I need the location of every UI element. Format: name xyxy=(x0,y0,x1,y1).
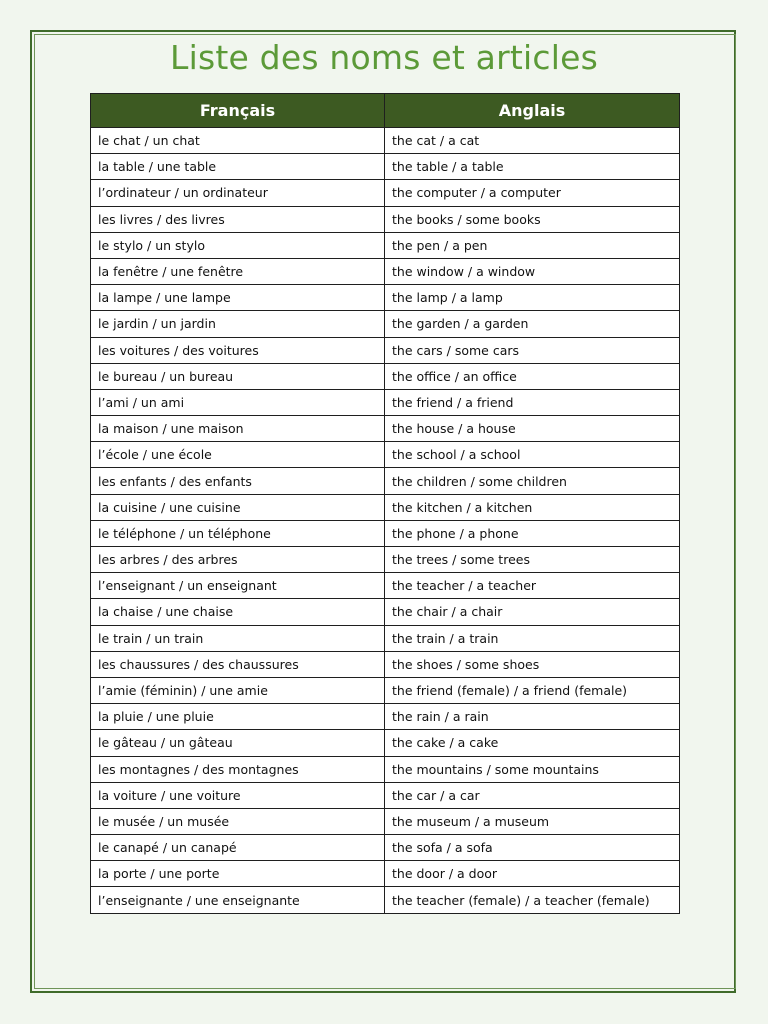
table-row xyxy=(91,861,680,887)
table-row xyxy=(91,258,680,284)
english-cell: the children / some children xyxy=(385,468,680,494)
english-cell: the cars / some cars xyxy=(385,337,680,363)
english-cell: the trees / some trees xyxy=(385,547,680,573)
english-cell: the friend / a friend xyxy=(385,389,680,415)
french-cell: les chaussures / des chaussures xyxy=(91,651,385,677)
table-row xyxy=(91,730,680,756)
table-row xyxy=(91,180,680,206)
french-cell: la fenêtre / une fenêtre xyxy=(91,258,385,284)
table-row xyxy=(91,416,680,442)
table-header-row xyxy=(91,94,680,128)
table-row xyxy=(91,468,680,494)
french-cell: le canapé / un canapé xyxy=(91,835,385,861)
column-header-french: Français xyxy=(91,94,385,128)
english-cell: the teacher / a teacher xyxy=(385,573,680,599)
table-row xyxy=(91,651,680,677)
table-row xyxy=(91,494,680,520)
french-cell: la table / une table xyxy=(91,154,385,180)
table-row xyxy=(91,547,680,573)
french-cell: la maison / une maison xyxy=(91,416,385,442)
english-cell: the books / some books xyxy=(385,206,680,232)
table-row xyxy=(91,337,680,363)
table-row xyxy=(91,154,680,180)
french-cell: l’ordinateur / un ordinateur xyxy=(91,180,385,206)
table-row xyxy=(91,782,680,808)
french-cell: la porte / une porte xyxy=(91,861,385,887)
french-cell: le jardin / un jardin xyxy=(91,311,385,337)
vocabulary-table xyxy=(90,93,680,914)
table-row xyxy=(91,808,680,834)
table-row xyxy=(91,311,680,337)
english-cell: the kitchen / a kitchen xyxy=(385,494,680,520)
table-row xyxy=(91,285,680,311)
english-cell: the table / a table xyxy=(385,154,680,180)
english-cell: the car / a car xyxy=(385,782,680,808)
french-cell: le stylo / un stylo xyxy=(91,232,385,258)
table-row xyxy=(91,128,680,154)
french-cell: le train / un train xyxy=(91,625,385,651)
table-row xyxy=(91,520,680,546)
english-cell: the door / a door xyxy=(385,861,680,887)
french-cell: l’école / une école xyxy=(91,442,385,468)
english-cell: the house / a house xyxy=(385,416,680,442)
english-cell: the mountains / some mountains xyxy=(385,756,680,782)
english-cell: the train / a train xyxy=(385,625,680,651)
french-cell: le gâteau / un gâteau xyxy=(91,730,385,756)
french-cell: la lampe / une lampe xyxy=(91,285,385,311)
french-cell: les enfants / des enfants xyxy=(91,468,385,494)
english-cell: the teacher (female) / a teacher (female) xyxy=(385,887,680,913)
french-cell: les arbres / des arbres xyxy=(91,547,385,573)
column-header-english: Anglais xyxy=(385,94,680,128)
english-cell: the chair / a chair xyxy=(385,599,680,625)
french-cell: la chaise / une chaise xyxy=(91,599,385,625)
french-cell: la voiture / une voiture xyxy=(91,782,385,808)
table-row xyxy=(91,389,680,415)
french-cell: le chat / un chat xyxy=(91,128,385,154)
english-cell: the cat / a cat xyxy=(385,128,680,154)
french-cell: l’enseignante / une enseignante xyxy=(91,887,385,913)
french-cell: la pluie / une pluie xyxy=(91,704,385,730)
french-cell: les voitures / des voitures xyxy=(91,337,385,363)
english-cell: the shoes / some shoes xyxy=(385,651,680,677)
english-cell: the phone / a phone xyxy=(385,520,680,546)
french-cell: le téléphone / un téléphone xyxy=(91,520,385,546)
table-row xyxy=(91,232,680,258)
french-cell: la cuisine / une cuisine xyxy=(91,494,385,520)
table-row xyxy=(91,704,680,730)
english-cell: the rain / a rain xyxy=(385,704,680,730)
english-cell: the window / a window xyxy=(385,258,680,284)
table-row xyxy=(91,677,680,703)
english-cell: the computer / a computer xyxy=(385,180,680,206)
french-cell: le bureau / un bureau xyxy=(91,363,385,389)
english-cell: the cake / a cake xyxy=(385,730,680,756)
english-cell: the school / a school xyxy=(385,442,680,468)
table-row xyxy=(91,625,680,651)
english-cell: the garden / a garden xyxy=(385,311,680,337)
table-row xyxy=(91,573,680,599)
table-row xyxy=(91,835,680,861)
english-cell: the sofa / a sofa xyxy=(385,835,680,861)
french-cell: les livres / des livres xyxy=(91,206,385,232)
english-cell: the office / an office xyxy=(385,363,680,389)
table-row xyxy=(91,887,680,913)
english-cell: the pen / a pen xyxy=(385,232,680,258)
english-cell: the lamp / a lamp xyxy=(385,285,680,311)
table-row xyxy=(91,756,680,782)
table-row xyxy=(91,442,680,468)
french-cell: les montagnes / des montagnes xyxy=(91,756,385,782)
french-cell: le musée / un musée xyxy=(91,808,385,834)
french-cell: l’enseignant / un enseignant xyxy=(91,573,385,599)
table-row xyxy=(91,363,680,389)
english-cell: the museum / a museum xyxy=(385,808,680,834)
table-row xyxy=(91,599,680,625)
table-row xyxy=(91,206,680,232)
french-cell: l’ami / un ami xyxy=(91,389,385,415)
table-body xyxy=(91,128,680,914)
english-cell: the friend (female) / a friend (female) xyxy=(385,677,680,703)
french-cell: l’amie (féminin) / une amie xyxy=(91,677,385,703)
page-title: Liste des noms et articles xyxy=(170,38,598,77)
